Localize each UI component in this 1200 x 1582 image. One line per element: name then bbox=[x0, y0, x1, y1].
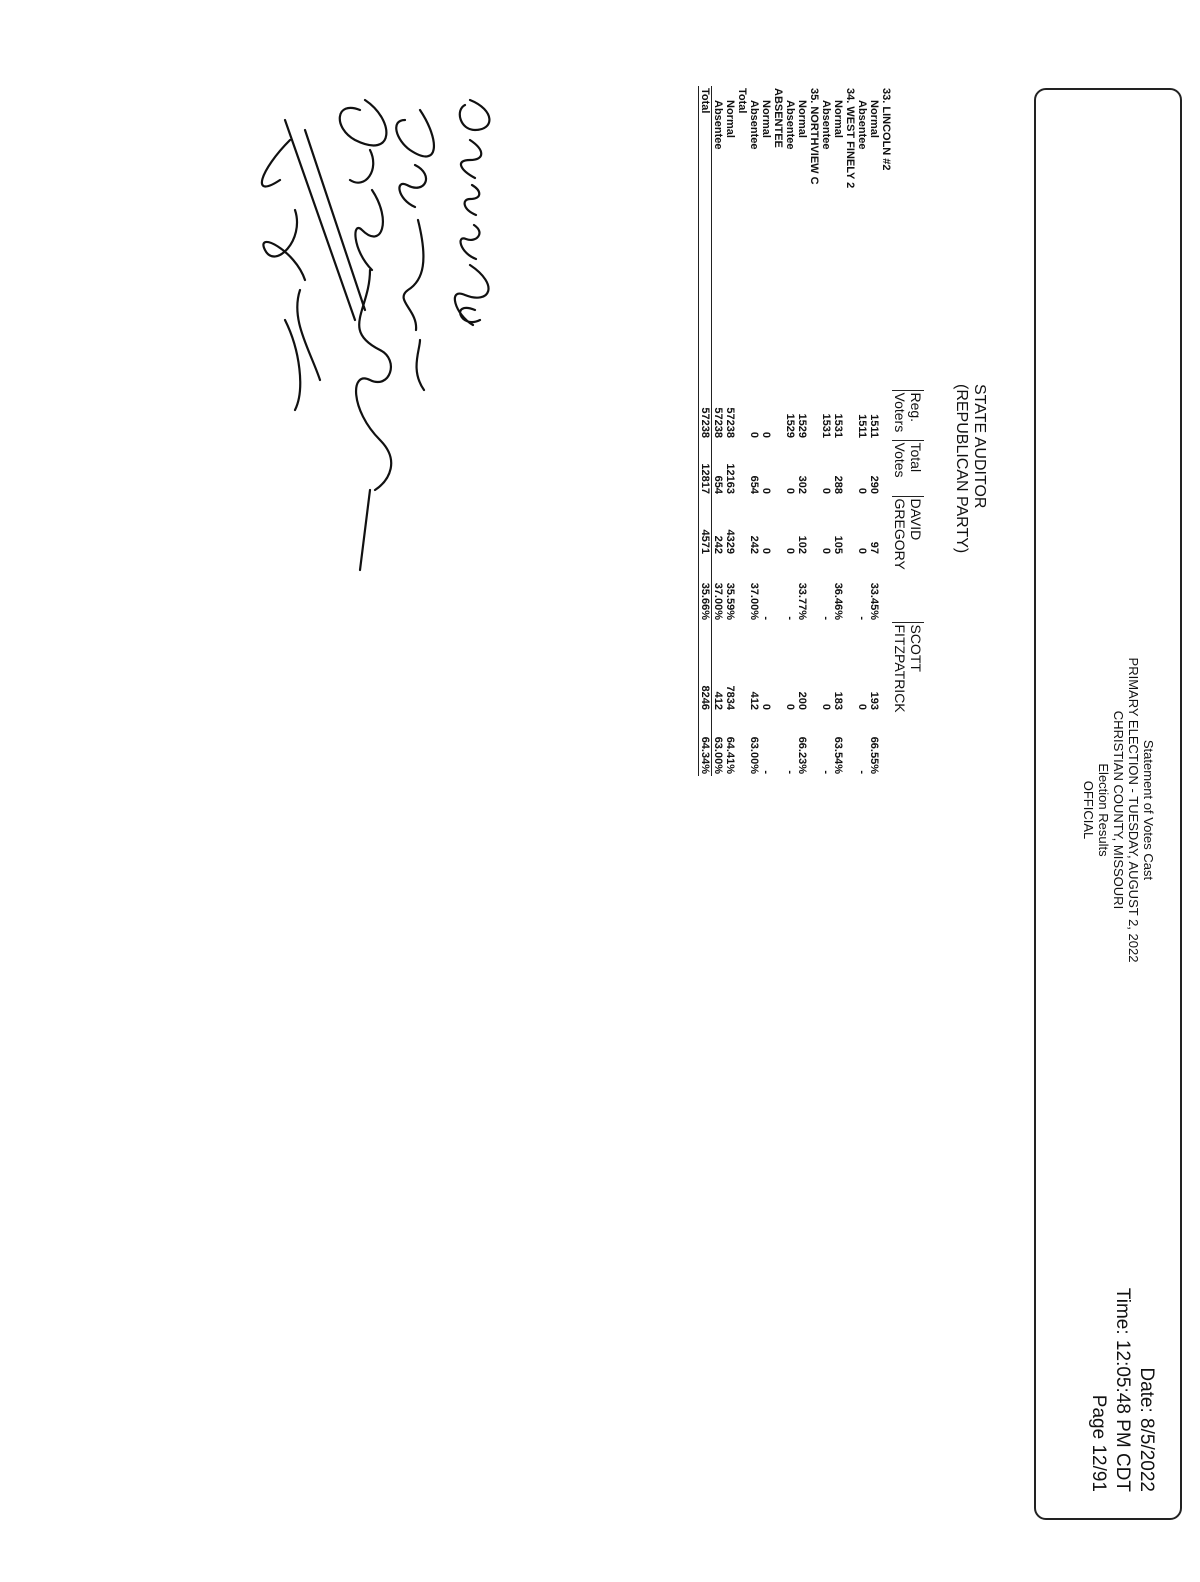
row-label: Absentee bbox=[820, 100, 832, 150]
fitzpatrick-votes-cell: 200 bbox=[796, 691, 808, 710]
reg-voters-cell bbox=[808, 390, 820, 440]
gregory-votes-cell: 4329 bbox=[724, 529, 736, 554]
total-votes-cell: 0 bbox=[820, 487, 832, 494]
fitzpatrick-percent-cell: - bbox=[856, 770, 868, 774]
gregory-percent-cell: 37.00% bbox=[712, 582, 724, 620]
row-label: ABSENTEE bbox=[772, 88, 784, 148]
gregory-votes-cell bbox=[772, 496, 784, 556]
row-label: Absentee bbox=[784, 100, 796, 150]
fitzpatrick-votes-cell bbox=[808, 622, 820, 712]
header-meta bbox=[1086, 1288, 1158, 1492]
fitzpatrick-percent-cell: 64.41% bbox=[724, 736, 736, 774]
reg-voters-cell: 1511 bbox=[868, 414, 880, 438]
gregory-votes-cell: 242 bbox=[712, 535, 724, 554]
official-label: OFFICIAL bbox=[1081, 780, 1096, 840]
fitzpatrick-percent-cell bbox=[880, 712, 892, 776]
reg-voters-total-cell: 57238 bbox=[699, 390, 712, 440]
table-row bbox=[760, 86, 772, 776]
group-header-row bbox=[880, 86, 892, 776]
fitzpatrick-percent-cell: 66.55% bbox=[868, 736, 880, 774]
reg-voters-cell: 57238 bbox=[712, 407, 724, 438]
results-table bbox=[698, 86, 924, 776]
total-votes-header: Total Votes bbox=[892, 440, 924, 496]
gregory-percent-total-cell: 35.66% bbox=[699, 556, 712, 622]
table-row bbox=[832, 86, 844, 776]
fitzpatrick-percent-cell: 63.54% bbox=[832, 736, 844, 774]
group-header-row bbox=[808, 86, 820, 776]
row-label: 34. WEST FINELY 2 bbox=[844, 88, 856, 189]
fitzpatrick-votes-cell: 7834 bbox=[724, 685, 736, 710]
table-row bbox=[784, 86, 796, 776]
row-label: Total bbox=[736, 88, 748, 114]
reg-voters-cell bbox=[772, 390, 784, 440]
table-row bbox=[856, 86, 868, 776]
reg-voters-header: Reg. Voters bbox=[892, 390, 924, 440]
row-label: Normal bbox=[724, 100, 736, 138]
gregory-percent-cell: 37.00% bbox=[748, 582, 760, 620]
signature-4 bbox=[262, 120, 365, 410]
total-votes-cell: 0 bbox=[760, 487, 772, 494]
reg-voters-cell bbox=[736, 390, 748, 440]
fitzpatrick-votes-cell: 412 bbox=[748, 691, 760, 710]
report-header bbox=[1034, 88, 1182, 1520]
fitzpatrick-votes-cell: 183 bbox=[832, 691, 844, 710]
fitzpatrick-votes-cell: 193 bbox=[868, 691, 880, 710]
gregory-percent-cell bbox=[844, 556, 856, 622]
total-votes-cell bbox=[772, 440, 784, 496]
reg-voters-cell: 1531 bbox=[832, 413, 844, 438]
fitzpatrick-percent-cell: - bbox=[784, 770, 796, 774]
gregory-votes-total-cell: 4571 bbox=[699, 496, 712, 556]
table-row bbox=[796, 86, 808, 776]
gregory-votes-cell: 0 bbox=[820, 547, 832, 554]
column-header-row bbox=[892, 86, 924, 776]
signature-3 bbox=[340, 100, 391, 570]
gregory-percent-cell bbox=[880, 556, 892, 622]
total-votes-total-cell: 12817 bbox=[699, 440, 712, 496]
total-votes-cell: 290 bbox=[868, 475, 880, 494]
fitzpatrick-percent-cell bbox=[844, 712, 856, 776]
report-title: Statement of Votes Cast bbox=[1141, 739, 1156, 881]
report-date: Date: 8/5/2022 bbox=[1136, 1367, 1157, 1492]
reg-voters-cell: 1529 bbox=[784, 413, 796, 438]
gregory-votes-cell bbox=[808, 496, 820, 556]
gregory-percent-cell: - bbox=[820, 616, 832, 620]
gregory-votes-cell: 0 bbox=[784, 547, 796, 554]
fitzpatrick-votes-cell: 412 bbox=[712, 691, 724, 710]
row-label: Total bbox=[699, 86, 712, 390]
reg-voters-cell: 0 bbox=[748, 431, 760, 438]
report-time: Time: 12:05:48 PM CDT bbox=[1112, 1287, 1133, 1492]
fitzpatrick-percent-cell bbox=[808, 712, 820, 776]
reg-voters-cell: 1529 bbox=[796, 413, 808, 438]
fitzpatrick-percent-cell: - bbox=[760, 770, 772, 774]
table-row bbox=[724, 86, 736, 776]
total-votes-cell: 654 bbox=[712, 475, 724, 494]
fitzpatrick-percent-cell bbox=[772, 712, 784, 776]
contest-name: STATE AUDITOR bbox=[971, 384, 988, 509]
total-votes-cell bbox=[736, 440, 748, 496]
fitzpatrick-votes-cell bbox=[736, 622, 748, 712]
group-header-row bbox=[736, 86, 748, 776]
row-label: Absentee bbox=[748, 100, 760, 150]
row-label: Normal bbox=[796, 100, 808, 138]
gregory-votes-cell: 97 bbox=[868, 541, 880, 554]
fitzpatrick-votes-cell bbox=[880, 622, 892, 712]
table-row bbox=[712, 86, 725, 776]
reg-voters-cell: 57238 bbox=[724, 407, 736, 438]
row-label: Absentee bbox=[712, 100, 724, 150]
gregory-votes-cell: 102 bbox=[796, 535, 808, 554]
row-label: Normal bbox=[868, 100, 880, 138]
gregory-votes-cell bbox=[880, 496, 892, 556]
reg-voters-cell: 1511 bbox=[856, 414, 868, 438]
total-votes-cell: 288 bbox=[832, 475, 844, 494]
reg-voters-cell bbox=[844, 390, 856, 440]
gregory-votes-cell: 0 bbox=[760, 547, 772, 554]
total-votes-cell: 654 bbox=[748, 475, 760, 494]
gregory-percent-cell: - bbox=[760, 616, 772, 620]
table-row bbox=[868, 86, 880, 776]
gregory-votes-cell: 0 bbox=[856, 547, 868, 554]
results-body bbox=[699, 86, 893, 776]
fitzpatrick-votes-cell bbox=[772, 622, 784, 712]
contest-title bbox=[952, 384, 988, 553]
row-label: Normal bbox=[760, 100, 772, 138]
fitzpatrick-votes-cell: 0 bbox=[760, 703, 772, 710]
precinct-header bbox=[892, 86, 924, 390]
gregory-percent-cell bbox=[808, 556, 820, 622]
group-header-row bbox=[772, 86, 784, 776]
fitzpatrick-votes-cell: 0 bbox=[820, 703, 832, 710]
gregory-percent-cell: - bbox=[856, 616, 868, 620]
fitzpatrick-percent-cell bbox=[736, 712, 748, 776]
total-votes-cell bbox=[844, 440, 856, 496]
signature-2 bbox=[396, 110, 434, 390]
signatures bbox=[140, 90, 500, 590]
gregory-percent-cell bbox=[736, 556, 748, 622]
contest-party: (REPUBLICAN PARTY) bbox=[953, 384, 970, 554]
table-row bbox=[820, 86, 832, 776]
county-name: CHRISTIAN COUNTY, MISSOURI bbox=[1111, 710, 1126, 910]
total-votes-cell bbox=[808, 440, 820, 496]
gregory-percent-cell: 35.59% bbox=[724, 582, 736, 620]
fitzpatrick-percent-cell: - bbox=[820, 770, 832, 774]
gregory-percent-cell: - bbox=[784, 616, 796, 620]
page-number: Page 12/91 bbox=[1088, 1394, 1109, 1492]
fitzpatrick-votes-total-cell: 8246 bbox=[699, 622, 712, 712]
total-votes-cell: 302 bbox=[796, 475, 808, 494]
row-label: 33. LINCOLN #2 bbox=[880, 88, 892, 171]
candidate-fitzpatrick-header: SCOTT FITZPATRICK bbox=[892, 622, 924, 776]
row-label: 35. NORTHVIEW C bbox=[808, 88, 820, 185]
candidate-gregory-header: DAVID GREGORY bbox=[892, 496, 924, 622]
grand-total-row bbox=[699, 86, 712, 776]
gregory-votes-cell bbox=[844, 496, 856, 556]
fitzpatrick-percent-cell: 66.23% bbox=[796, 736, 808, 774]
fitzpatrick-votes-cell: 0 bbox=[856, 703, 868, 710]
fitzpatrick-votes-cell bbox=[844, 622, 856, 712]
gregory-votes-cell: 242 bbox=[748, 535, 760, 554]
total-votes-cell: 12163 bbox=[724, 463, 736, 494]
signature-1 bbox=[455, 100, 490, 325]
gregory-percent-cell bbox=[772, 556, 784, 622]
reg-voters-cell bbox=[880, 390, 892, 440]
fitzpatrick-percent-cell: 63.00% bbox=[712, 736, 724, 774]
fitzpatrick-votes-cell: 0 bbox=[784, 703, 796, 710]
results-label: Election Results bbox=[1096, 763, 1111, 857]
group-header-row bbox=[844, 86, 856, 776]
reg-voters-cell: 0 bbox=[760, 431, 772, 438]
total-votes-cell: 0 bbox=[856, 487, 868, 494]
header-center-block bbox=[1081, 550, 1156, 1070]
reg-voters-cell: 1531 bbox=[820, 413, 832, 438]
gregory-percent-cell: 33.77% bbox=[796, 582, 808, 620]
gregory-votes-cell: 105 bbox=[832, 535, 844, 554]
row-label: Normal bbox=[832, 100, 844, 138]
total-votes-cell bbox=[880, 440, 892, 496]
table-row bbox=[748, 86, 760, 776]
fitzpatrick-percent-total-cell: 64.34% bbox=[699, 712, 712, 776]
gregory-percent-cell: 36.46% bbox=[832, 582, 844, 620]
fitzpatrick-percent-cell: 63.00% bbox=[748, 736, 760, 774]
gregory-percent-cell: 33.45% bbox=[868, 582, 880, 620]
gregory-votes-cell bbox=[736, 496, 748, 556]
election-name: PRIMARY ELECTION - TUESDAY, AUGUST 2, 2022 bbox=[1126, 657, 1141, 963]
row-label: Absentee bbox=[856, 100, 868, 150]
total-votes-cell: 0 bbox=[784, 487, 796, 494]
